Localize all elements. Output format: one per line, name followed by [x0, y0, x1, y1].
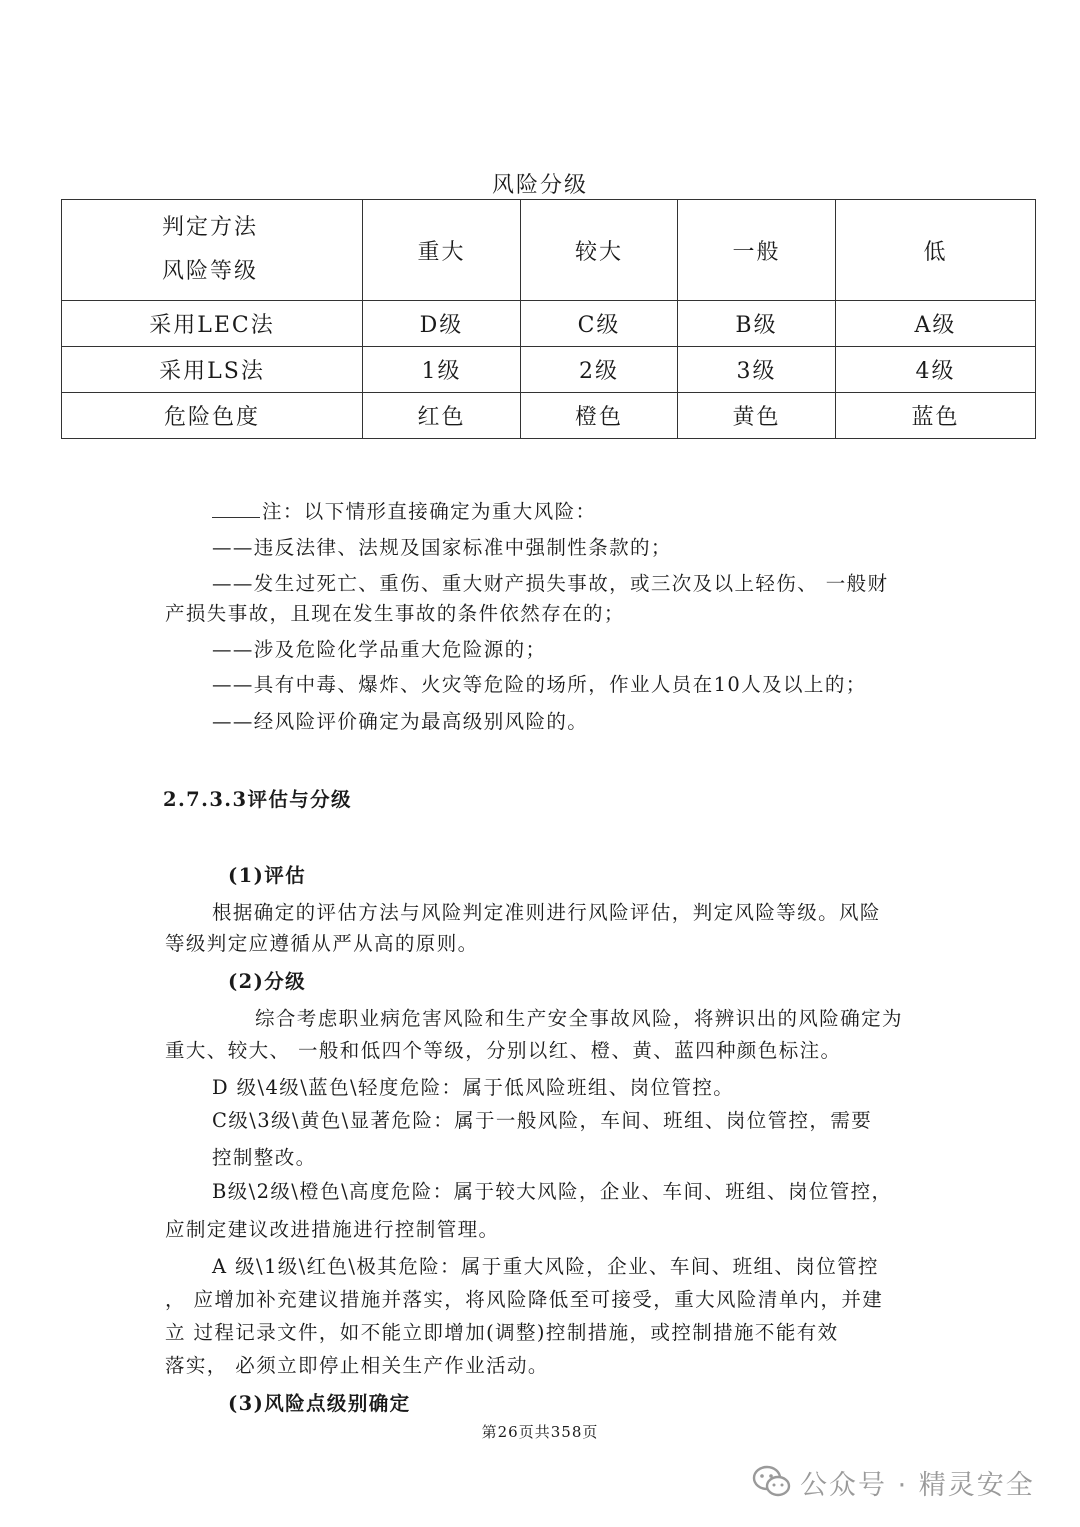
note-item: ——发生过死亡、重伤、重大财产损失事故，或三次及以上轻伤、 一般财: [212, 572, 889, 595]
page-number: 第26页共358页: [481, 1423, 599, 1441]
table-row: [62, 393, 1036, 439]
column-header: 重大: [363, 200, 521, 301]
row-label: 危险色度: [62, 393, 363, 439]
level-line: B级\2级\橙色\高度危险：属于较大风险，企业、车间、班组、岗位管控，: [212, 1180, 893, 1203]
column-header: 较大: [521, 200, 678, 301]
table-cell: 1级: [363, 347, 521, 393]
level-line: 立 过程记录文件，如不能立即增加(调整)控制措施，或控制措施不能有效: [165, 1321, 839, 1344]
table-cell: 蓝色: [836, 393, 1036, 439]
table-row: [62, 301, 1036, 347]
table-cell: 3级: [678, 347, 836, 393]
note-intro: [212, 496, 596, 524]
table-caption: 风险分级: [491, 173, 588, 198]
wechat-icon: [752, 1465, 792, 1499]
level-line: 落实， 必须立即停止相关生产作业活动。: [165, 1354, 549, 1377]
table-cell: 橙色: [521, 393, 678, 439]
paragraph-line: 等级判定应遵循从严从高的原则。: [165, 932, 479, 955]
header-level-label: 风险等级: [162, 259, 259, 284]
table-cell: A级: [836, 301, 1036, 347]
note-item: 产损失事故，且现在发生事故的条件依然存在的；: [165, 602, 625, 625]
note-item: ——违反法律、法规及国家标准中强制性条款的；: [212, 536, 672, 559]
level-line: D 级\4级\蓝色\轻度危险：属于低风险班组、岗位管控。: [212, 1076, 735, 1099]
table-cell: D级: [363, 301, 521, 347]
paragraph-line: 重大、较大、 一般和低四个等级，分别以红、橙、黄、蓝四种颜色标注。: [165, 1039, 842, 1062]
table-row: [62, 347, 1036, 393]
subheading-risk-point: (3)风险点级别确定: [228, 1392, 411, 1415]
row-label: 采用LS法: [62, 347, 363, 393]
row-label: 采用LEC法: [62, 301, 363, 347]
level-line: A 级\1级\红色\极其危险：属于重大风险，企业、车间、班组、岗位管控: [212, 1255, 879, 1278]
header-corner-cell: [62, 200, 363, 301]
paragraph-line: 根据确定的评估方法与风险判定准则进行风险评估，判定风险等级。风险: [212, 901, 881, 924]
note-intro-text: 注：以下情形直接确定为重大风险：: [262, 500, 597, 523]
table-cell: C级: [521, 301, 678, 347]
table-cell: 4级: [836, 347, 1036, 393]
header-method-label: 判定方法: [162, 215, 259, 240]
level-line: C级\3级\黄色\显著危险：属于一般风险，车间、班组、岗位管控，需要: [212, 1109, 873, 1132]
level-line: 控制整改。: [212, 1146, 317, 1169]
table-cell: B级: [678, 301, 836, 347]
risk-level-table: [61, 199, 1036, 439]
paragraph-line: 综合考虑职业病危害风险和生产安全事故风险，将辨识出的风险确定为: [255, 1007, 903, 1030]
note-item: ——具有中毒、爆炸、火灾等危险的场所，作业人员在10人及以上的；: [212, 673, 867, 696]
section-heading: 2.7.3.3评估与分级: [163, 788, 352, 811]
table-header-row: [62, 200, 1036, 301]
column-header: 一般: [678, 200, 836, 301]
table-cell: 红色: [363, 393, 521, 439]
level-line: ， 应增加补充建议措施并落实，将风险降低至可接受，重大风险清单内，并建: [165, 1288, 884, 1311]
level-line: 应制定建议改进措施进行控制管理。: [165, 1218, 500, 1241]
column-header: 低: [836, 200, 1036, 301]
watermark-text: 公众号 · 精灵安全: [800, 1469, 1035, 1501]
note-item: ——经风险评价确定为最高级别风险的。: [212, 710, 589, 733]
note-item: ——涉及危险化学品重大危险源的；: [212, 638, 547, 661]
subheading-grading: (2)分级: [228, 970, 307, 993]
subheading-evaluate: (1)评估: [228, 864, 307, 887]
watermark: [752, 1462, 1035, 1502]
table-cell: 2级: [521, 347, 678, 393]
blank-underline: [212, 499, 260, 518]
table-cell: 黄色: [678, 393, 836, 439]
